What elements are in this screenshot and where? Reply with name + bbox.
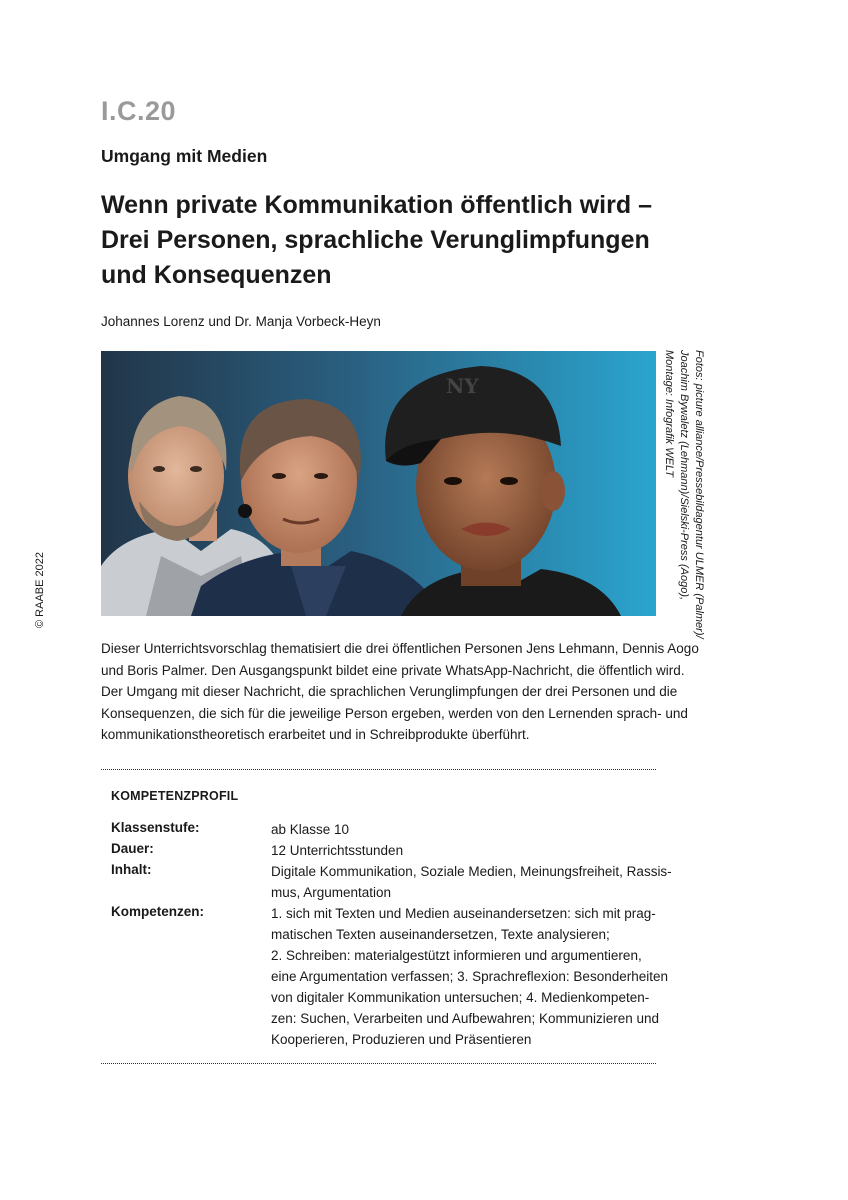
- authors: Johannes Lorenz und Dr. Manja Vorbeck-Heyn: [101, 314, 381, 329]
- subject-heading: Umgang mit Medien: [101, 146, 268, 166]
- value-line: Digitale Kommunikation, Soziale Medien, Meinungsfreiheit, Rassis-: [271, 864, 672, 879]
- label-dauer: Dauer:: [111, 841, 154, 856]
- intro-line: Konsequenzen, die sich für die jeweilige Person ergeben, werden von den Lernenden sprach- und: [101, 705, 688, 721]
- value-line: matischen Texten auseinandersetzen, Texte analysieren;: [271, 927, 610, 942]
- copyright-note: © RAABE 2022: [34, 552, 46, 628]
- value-dauer: [271, 840, 661, 861]
- divider-top: [101, 769, 656, 770]
- intro-paragraph: [101, 638, 699, 746]
- value-line: 12 Unterrichtsstunden: [271, 843, 404, 858]
- value-line: eine Argumentation verfassen; 3. Sprachreflexion: Besonderheiten: [271, 969, 668, 984]
- svg-text:NY: NY: [446, 374, 479, 398]
- credit-line: Joachim Bywaletz (Lehmann)/Sielski-Press (Aogo),: [678, 350, 690, 601]
- photo-credit: [661, 350, 706, 639]
- label-inhalt: Inhalt:: [111, 862, 152, 877]
- label-kompetenzen: Kompetenzen:: [111, 904, 205, 919]
- value-inhalt: [271, 861, 672, 903]
- intro-line: und Boris Palmer. Den Ausgangspunkt bildet eine private WhatsApp-Nachricht, die öffentlich wird.: [101, 662, 685, 678]
- unit-code: I.C.20: [101, 96, 177, 126]
- title-line: Wenn private Kommunikation öffentlich wird –: [101, 191, 652, 219]
- intro-line: Dieser Unterrichtsvorschlag thematisiert die drei öffentlichen Personen Jens Lehmann, Dennis Aogo: [101, 641, 699, 656]
- photo-montage-illustration: [101, 351, 656, 616]
- credit-line: Fotos: picture alliance/Pressebildagentur ULMER (Palmer)/: [693, 350, 705, 639]
- value-line: zen: Suchen, Verarbeiten und Aufbewahren; Kommunizieren und: [271, 1011, 660, 1026]
- title-line: und Konsequenzen: [101, 261, 332, 289]
- page-title: [101, 188, 701, 293]
- value-line: 1. sich mit Texten und Medien auseinandersetzen: sich mit prag-: [271, 906, 656, 921]
- title-line: Drei Personen, sprachliche Verunglimpfungen: [101, 226, 650, 254]
- value-kompetenzen: [271, 903, 668, 1050]
- kompetenzprofil-heading: KOMPETENZPROFIL: [111, 789, 239, 803]
- value-line: ab Klasse 10: [271, 822, 350, 837]
- credit-line: Montage: Infografik WELT: [663, 350, 675, 477]
- value-line: Kooperieren, Produzieren und Präsentieren: [271, 1032, 532, 1047]
- intro-line: Der Umgang mit dieser Nachricht, die sprachlichen Verunglimpfungen der drei Personen und die: [101, 684, 678, 699]
- intro-line: kommunikationstheoretisch erarbeitet und in Schreibprodukte überführt.: [101, 727, 530, 742]
- label-klassenstufe: Klassenstufe:: [111, 820, 200, 835]
- divider-bottom: [101, 1063, 656, 1064]
- value-line: von digitaler Kommunikation untersuchen; 4. Medienkompeten-: [271, 990, 650, 1005]
- value-line: mus, Argumentation: [271, 885, 392, 900]
- value-line: 2. Schreiben: materialgestützt informieren und argumentieren,: [271, 948, 642, 963]
- portrait-photo-montage: [101, 351, 656, 616]
- value-klassenstufe: [271, 819, 661, 840]
